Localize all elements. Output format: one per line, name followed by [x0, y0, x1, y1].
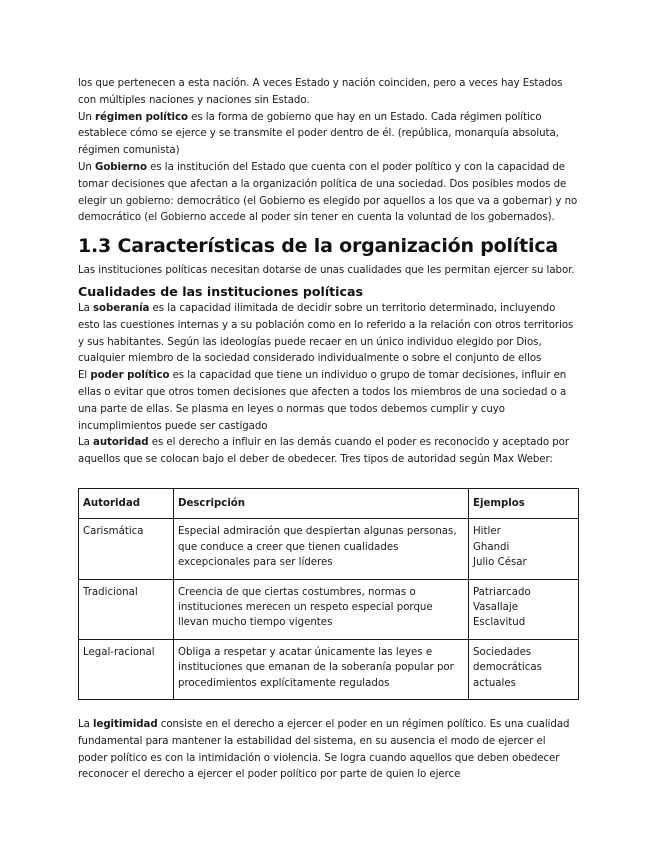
- text-fragment: es la capacidad ilimitada de decidir sobre un territorio determinado, incluyendo esto las cuestiones internas y a su población como en lo referido a la relación con otros territorios y sus habitantes. Según las ideologías puede recaer en un único individuo elegido por Dios, cualquier miembro de la sociedad considerado individualmente o sobre el conjunto de ellos: [78, 302, 574, 365]
- cell-type: Tradicional: [79, 579, 174, 639]
- example-item: Esclavitud: [473, 617, 526, 629]
- paragraph-gobierno: [78, 160, 578, 227]
- document-page: [78, 76, 578, 784]
- example-item: actuales: [473, 677, 516, 689]
- text-fragment: La: [78, 719, 94, 730]
- text-fragment: es la forma de gobierno que hay en un Estado. Cada régimen político establece cómo se ejerce y se transmite el poder dentro de él. (república, monarquía absoluta, régimen comunista): [78, 111, 559, 157]
- text-fragment: El: [78, 370, 91, 382]
- cell-examples: [469, 579, 579, 639]
- table-row: [79, 579, 579, 639]
- text-fragment: es la capacidad que tiene un individuo o grupo de tomar decisiones, influir en ellas o evitar que otros tomen decisiones que afecten a todos los miembros de una sociedad o a una parte de ellas. Se plasma en leyes o normas que todos debemos cumplir y cuyo incumplimientos puede ser castigado: [78, 370, 567, 432]
- example-item: Julio César: [473, 557, 527, 569]
- paragraph-intro: Las instituciones políticas necesitan dotarse de unas cualidades que les permitan ejercer su labor.: [78, 265, 575, 277]
- term-soberania: soberanía: [93, 302, 150, 314]
- cell-type: Legal-racional: [79, 639, 174, 699]
- paragraph-nation: los que pertenecen a esta nación. A veces Estado y nación coinciden, pero a veces hay Estados con múltiples naciones y naciones sin Estado.: [78, 78, 563, 106]
- text-fragment: Un: [78, 161, 96, 173]
- table-header-row: [79, 488, 579, 518]
- paragraph-legitimidad: [78, 717, 578, 784]
- section-heading: 1.3 Características de la organización política: [78, 235, 558, 258]
- cell-examples: [469, 639, 579, 699]
- example-item: Ghandi: [473, 541, 510, 553]
- term-poder-politico: poder político: [90, 370, 170, 382]
- text-fragment: La: [78, 302, 94, 314]
- example-item: democráticas: [473, 662, 542, 674]
- text-fragment: es la institución del Estado que cuenta con el poder político y con la capacidad de tomar decisiones que afectan a la organización política de una sociedad. Dos posibles modos de elegir un gobierno: democrático (el Gobierno es elegido por aquellos a los que va a gobernar) y no democrático (el Gobierno accede al poder sin tener en cuenta la voluntad de los gobernados).: [78, 161, 578, 224]
- example-item: Vasallaje: [473, 601, 518, 613]
- paragraph-poder-politico: [78, 368, 578, 435]
- header-descripcion: Descripción: [174, 488, 469, 518]
- paragraph-soberania: [78, 301, 578, 368]
- header-autoridad: Autoridad: [79, 488, 174, 518]
- term-regimen-politico: régimen político: [95, 111, 188, 123]
- subsection-heading: Cualidades de las instituciones políticas: [78, 283, 363, 299]
- authority-table: [78, 488, 579, 700]
- text-fragment: Un: [78, 111, 96, 123]
- term-legitimidad: legitimidad: [93, 719, 158, 730]
- term-gobierno: Gobierno: [95, 161, 147, 173]
- cell-examples: [469, 519, 579, 579]
- cell-type: Carismática: [79, 519, 174, 579]
- cell-description: Obliga a respetar y acatar únicamente las leyes e instituciones que emanan de la soberanía popular por procedimientos explícitamente regulados: [174, 639, 469, 699]
- example-item: Sociedades: [473, 646, 532, 658]
- cell-description: Creencia de que ciertas costumbres, normas o instituciones merecen un respeto especial porque llevan mucho tiempo vigentes: [174, 579, 469, 639]
- text-fragment: La: [78, 437, 94, 449]
- paragraph-regimen: [78, 110, 578, 160]
- term-autoridad: autoridad: [93, 437, 149, 449]
- cell-description: Especial admiración que despiertan algunas personas, que conduce a creer que tienen cualidades excepcionales para ser líderes: [174, 519, 469, 579]
- header-ejemplos: Ejemplos: [469, 488, 579, 518]
- example-item: Hitler: [473, 526, 501, 538]
- paragraph-autoridad: [78, 435, 578, 469]
- example-item: Patriarcado: [473, 586, 531, 598]
- table-row: [79, 519, 579, 579]
- table-row: [79, 639, 579, 699]
- text-fragment: consiste en el derecho a ejercer el poder en un régimen político. Es una cualidad fundamental para mantener la estabilidad del sistema, en su ausencia el modo de ejercer el poder político es con la intimidación o violencia. Se logra cuando aquellos que deben obedecer reconocer el derecho a ejercer el poder político por parte de quien lo ejerce: [78, 719, 570, 781]
- text-fragment: es el derecho a influir en las demás cuando el poder es reconocido y aceptado por aquellos que se colocan bajo el deber de obedecer. Tres tipos de autoridad según Max Weber:: [78, 437, 569, 466]
